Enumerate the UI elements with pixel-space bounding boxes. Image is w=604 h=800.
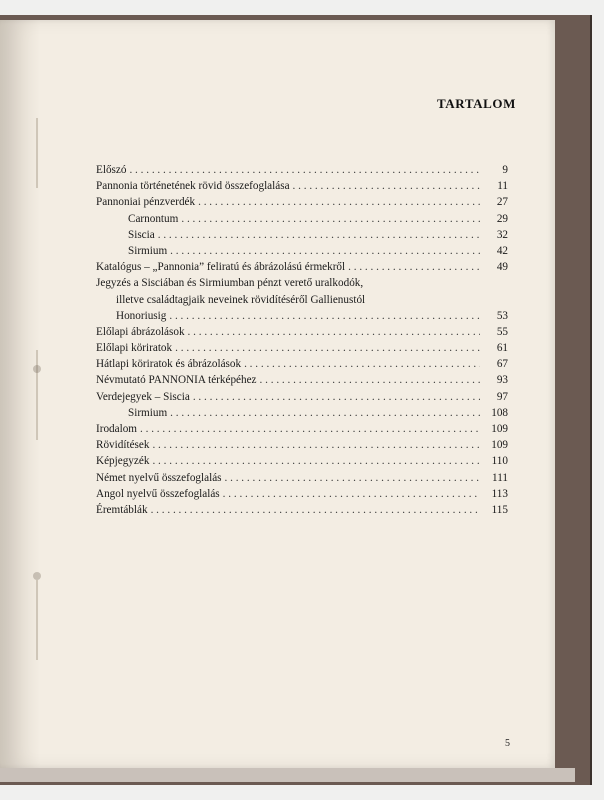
toc-dot-leader bbox=[140, 421, 480, 437]
toc-entry-last-line bbox=[96, 308, 508, 324]
toc-dot-leader bbox=[170, 243, 480, 259]
toc-entry-page: 61 bbox=[496, 342, 508, 355]
toc-dot-leader bbox=[188, 324, 480, 340]
toc-dot-leader bbox=[293, 178, 480, 194]
toc-entry-page: 11 bbox=[497, 180, 508, 193]
toc-entry-page: 42 bbox=[496, 244, 508, 257]
toc-entry-multiline bbox=[96, 275, 508, 324]
toc-entry-title: Rövidítések bbox=[96, 439, 150, 452]
toc-dot-leader bbox=[193, 389, 480, 405]
toc-dot-leader bbox=[175, 340, 480, 356]
toc-dot-leader bbox=[152, 453, 480, 469]
binding-stitch bbox=[36, 580, 38, 660]
binding-stitch bbox=[36, 350, 38, 440]
toc-entry-page: 29 bbox=[496, 212, 508, 225]
toc-dot-leader bbox=[348, 259, 480, 275]
toc-dot-leader bbox=[170, 405, 480, 421]
toc-subentry bbox=[96, 243, 508, 259]
toc-entry-title: Verdejegyek – Siscia bbox=[96, 390, 190, 403]
toc-entry-title: Előlapi köriratok bbox=[96, 342, 173, 355]
toc-entry bbox=[96, 356, 508, 372]
toc-entry-page: 110 bbox=[491, 455, 508, 468]
toc-entry-page: 55 bbox=[496, 325, 508, 338]
toc-entry bbox=[96, 486, 508, 502]
toc-entry bbox=[96, 502, 508, 518]
table-of-contents bbox=[96, 162, 508, 518]
toc-entry-title: Carnontum bbox=[128, 212, 179, 225]
toc-entry bbox=[96, 453, 508, 469]
toc-entry-title: Hátlapi köriratok és ábrázolások bbox=[96, 358, 242, 371]
toc-entry-title: Előszó bbox=[96, 164, 127, 176]
toc-entry-title-line: Jegyzés a Sisciában és Sirmiumban pénzt verető uralkodók, bbox=[96, 277, 364, 290]
toc-entry-page: 109 bbox=[491, 423, 508, 435]
toc-entry-title: Sirmium bbox=[128, 406, 168, 419]
page-number: 5 bbox=[505, 738, 510, 749]
toc-entry bbox=[96, 324, 508, 340]
cover-edge bbox=[0, 768, 575, 782]
toc-entry-page: 111 bbox=[492, 471, 508, 484]
toc-dot-leader bbox=[158, 227, 480, 243]
toc-entry-title: Éremtáblák bbox=[96, 503, 148, 516]
gutter-shadow bbox=[0, 20, 40, 768]
toc-dot-leader bbox=[260, 372, 480, 388]
toc-entry-title: Katalógus – „Pannonia” feliratú és ábrázolású érmekről bbox=[96, 261, 346, 274]
toc-entry bbox=[96, 340, 508, 356]
toc-entry bbox=[96, 437, 508, 453]
toc-dot-leader bbox=[152, 437, 480, 453]
toc-entry-title-line: illetve családtagjaik neveinek rövidítéséről Gallienustól bbox=[116, 293, 366, 306]
toc-entry bbox=[96, 421, 508, 437]
toc-dot-leader bbox=[181, 211, 480, 227]
toc-entry bbox=[96, 259, 508, 275]
toc-dot-leader bbox=[151, 502, 480, 518]
toc-entry-title: Névmutató PANNONIA térképéhez bbox=[96, 374, 257, 387]
toc-entry-page: 27 bbox=[496, 196, 508, 209]
toc-entry-title: Német nyelvű összefoglalás bbox=[96, 471, 222, 484]
toc-entry-title: Előlapi ábrázolások bbox=[96, 325, 185, 338]
binding-hole bbox=[33, 365, 41, 373]
toc-entry-page: 113 bbox=[491, 487, 508, 500]
toc-entry-title: Irodalom bbox=[96, 423, 138, 435]
toc-entry-page: 108 bbox=[491, 406, 508, 419]
toc-entry-title: Sirmium bbox=[128, 244, 168, 257]
toc-dot-leader bbox=[129, 162, 480, 178]
toc-subentry bbox=[96, 211, 508, 227]
toc-entry-title-line: Honoriusig bbox=[116, 309, 167, 322]
toc-entry-page: 32 bbox=[496, 228, 508, 241]
toc-dot-leader bbox=[198, 194, 480, 210]
toc-entry-title: Képjegyzék bbox=[96, 455, 150, 468]
toc-entry-page: 49 bbox=[496, 261, 508, 274]
toc-dot-leader bbox=[223, 486, 480, 502]
toc-entry-page: 97 bbox=[496, 390, 508, 403]
toc-entry bbox=[96, 178, 508, 194]
toc-entry bbox=[96, 470, 508, 486]
toc-entry-page: 109 bbox=[491, 439, 508, 452]
toc-entry-page: 67 bbox=[496, 358, 508, 371]
toc-entry bbox=[96, 389, 508, 405]
toc-dot-leader bbox=[244, 356, 480, 372]
toc-entry-page: 9 bbox=[502, 164, 508, 176]
binding-hole bbox=[33, 572, 41, 580]
toc-entry-page: 93 bbox=[496, 374, 508, 387]
toc-heading: TARTALOM bbox=[437, 96, 516, 111]
toc-entry bbox=[96, 162, 508, 178]
toc-entry-title: Angol nyelvű összefoglalás bbox=[96, 487, 220, 500]
toc-entry bbox=[96, 194, 508, 210]
binding-stitch bbox=[36, 118, 38, 188]
toc-dot-leader bbox=[225, 470, 480, 486]
toc-entry-title: Siscia bbox=[128, 228, 155, 241]
toc-entry-page: 115 bbox=[491, 503, 508, 516]
book-page bbox=[0, 20, 555, 768]
toc-entry bbox=[96, 372, 508, 388]
toc-subentry bbox=[96, 227, 508, 243]
toc-entry-title: Pannoniai pénzverdék bbox=[96, 196, 196, 209]
toc-entry-page: 53 bbox=[496, 309, 508, 322]
toc-dot-leader bbox=[169, 308, 480, 324]
toc-subentry bbox=[96, 405, 508, 421]
toc-entry-title: Pannonia történetének rövid összefoglalása bbox=[96, 180, 290, 193]
